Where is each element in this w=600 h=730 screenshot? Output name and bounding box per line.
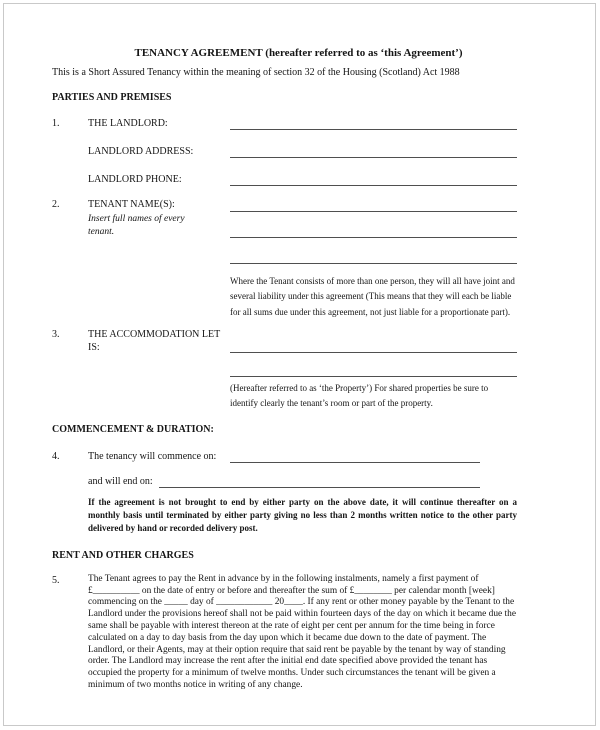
document-title: TENANCY AGREEMENT (hereafter referred to as ‘this Agreement’) <box>134 47 463 59</box>
parties-heading: PARTIES AND PREMISES <box>52 92 172 103</box>
landlord-name-label: THE LANDLORD: <box>88 118 168 129</box>
commence-date-field[interactable] <box>230 449 480 463</box>
accommodation-label: THE ACCOMMODATION LET IS: <box>88 328 221 353</box>
item-number: 4. <box>52 450 60 462</box>
tenancy-agreement-document <box>52 46 517 692</box>
continuation-clause: If the agreement is not brought to end by either party on the above date, it will continue thereafter on a monthly basis until terminated by either party giving no less than 2 months written notice to the other party delivered by hand or recorded delivery post. <box>88 496 517 533</box>
commence-date-row <box>52 449 517 463</box>
end-date-row <box>52 474 517 488</box>
landlord-name-field[interactable] <box>230 116 517 130</box>
commencement-heading: COMMENCEMENT & DURATION: <box>52 423 214 435</box>
joint-liability-clause: Where the Tenant consists of more than one person, they will all have joint and several liability under this agreement (This means that they will each be liable for all sums due under this agreement, not just liable for a proportionate part). <box>230 276 515 317</box>
tenant-names-row <box>52 198 517 264</box>
item-number: 2. <box>52 199 60 210</box>
landlord-address-field[interactable] <box>230 144 517 158</box>
tenant-name-field-2[interactable] <box>230 212 517 238</box>
tenant-names-note: Insert full names of every tenant. <box>88 214 185 237</box>
property-reference-note: (Hereafter referred to as ‘the Property’) For shared properties be sure to identify clearly the tenant’s room or part of the property. <box>230 382 489 408</box>
accommodation-field-1[interactable] <box>230 328 517 353</box>
accommodation-field-2[interactable] <box>230 353 517 377</box>
landlord-address-label: LANDLORD ADDRESS: <box>88 146 194 157</box>
landlord-phone-field[interactable] <box>230 172 517 186</box>
rent-clause-row <box>52 574 517 692</box>
accommodation-row <box>52 328 517 411</box>
document-intro: This is a Short Assured Tenancy within the meaning of section 32 of the Housing (Scotland) Act 1988 <box>52 67 460 78</box>
item-number: 1. <box>52 118 60 129</box>
commence-date-label: The tenancy will commence on: <box>88 450 217 462</box>
item-number: 5. <box>52 574 60 586</box>
tenant-names-label: TENANT NAME(S): <box>88 199 175 210</box>
end-date-field[interactable] <box>159 474 480 488</box>
tenant-name-field-1[interactable] <box>230 198 517 212</box>
rent-heading: RENT AND OTHER CHARGES <box>52 549 194 561</box>
end-date-label: and will end on: <box>88 475 153 487</box>
item-number: 3. <box>52 328 60 340</box>
landlord-phone-label: LANDLORD PHONE: <box>88 174 182 185</box>
landlord-phone-row <box>52 172 517 186</box>
landlord-name-row <box>52 116 517 130</box>
tenant-name-field-3[interactable] <box>230 238 517 264</box>
rent-clause-text: The Tenant agrees to pay the Rent in advance by in the following instalments, namely a first payment of £__________ on the date of entry or before and thereafter the sum of £________ per calendar month [week] commencing on the _____ day of ____________ 20____. If any rent or other money payable by the Tenant to the Landlord under the provisions hereof shall not be paid within fourteen days of the day on which it became due the same shall be payable with interest thereon at the rate of eight per cent per annum for the time being in force calculated on a day to day basis from the day upon which it became due down to the date of payment. The Landlord, or their Agents, may at their option require that said rent be payable by the tenant by way of standing order. The Landlord may increase the rent after the initial end date specified above provided the tenant has occupied the property for a minimum of twelve months. Under such circumstances the tenant will be given a minimum of two months notice in writing of any change. <box>88 573 517 691</box>
landlord-address-row <box>52 144 517 158</box>
